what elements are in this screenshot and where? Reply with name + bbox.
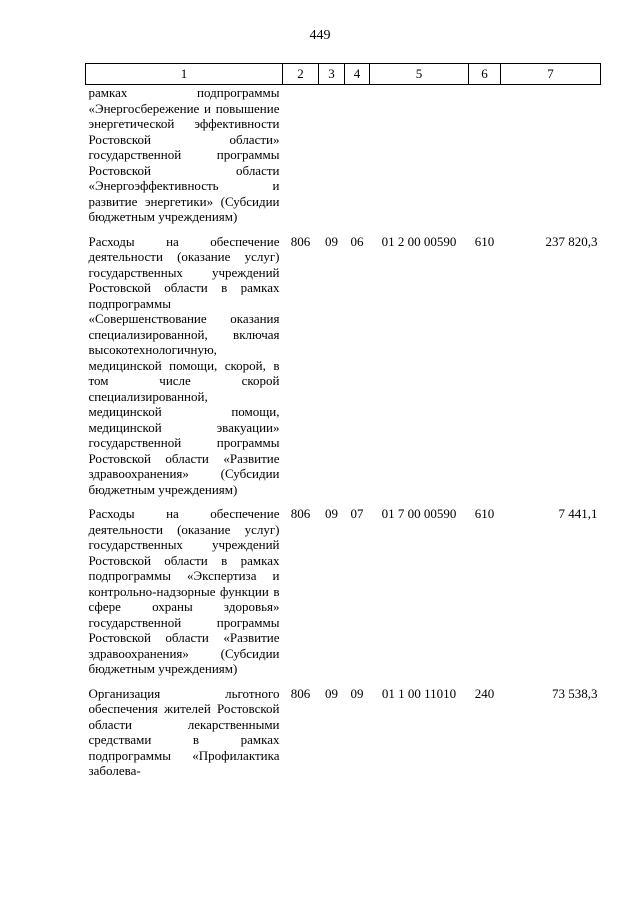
row-amount: 73 538,3 [552,685,598,701]
row-ministry [283,85,319,231]
row-amount: 237 820,3 [545,233,598,249]
header-col-2: 2 [283,64,319,85]
header-col-5: 5 [370,64,469,85]
header-col-4: 4 [345,64,370,85]
table-body [86,85,601,785]
row-expense-type [469,85,501,231]
row-section: 09 [325,233,338,249]
row-section: 09 [325,685,338,701]
table-row [86,503,601,683]
row-amount [501,85,601,231]
page-number: 449 [309,28,331,43]
row-ministry: 806 [290,506,311,521]
table-row [86,85,601,231]
header-col-7: 7 [501,64,601,85]
row-section [319,85,345,231]
table-header [86,64,601,85]
row-subsection [345,85,370,231]
row-subsection: 06 [350,233,364,249]
row-expense-type: 610 [474,233,495,249]
row-ministry: 806 [290,233,311,249]
row-description: рамках подпрограммы «Энергосбережение и повышение энергетической эффективности Ростовской области» государственной программы Ростовской области «Энергоэффективность и развитие энергетики» (Субсидии бюджетным учреждениям) [88,85,280,224]
row-expense-type: 240 [474,685,495,701]
table-row [86,683,601,785]
header-col-1: 1 [86,64,283,85]
row-target-article [370,85,469,231]
row-description: Расходы на обеспечение деятельности (оказание услуг) государственных учреждений Ростовской области в рамках подпрограммы «Экспертиза и контрольно-надзорные функции в сфере охраны здоровья» государственной программы Ростовской области «Развитие здравоохранения» (Субсидии бюджетным учреждениям) [88,506,280,676]
header-col-3: 3 [319,64,345,85]
row-ministry: 806 [290,685,311,701]
header-row [86,64,601,85]
budget-table [85,63,601,785]
row-amount: 7 441,1 [558,506,598,521]
row-expense-type: 610 [474,506,495,521]
row-target-article: 01 1 00 11010 [381,685,457,701]
row-description: Расходы на обеспечение деятельности (оказание услуг) государственных учреждений Ростовской области в рамках подпрограммы «Совершенствование оказания специализированной, включая высокотехнологичную, медицинской помощи, скорой, в том числе скорой специализированной, медицинской помощи, медицинской эвакуации» государственной программы Ростовской области «Развитие здравоохранения» (Субсидии бюджетным учреждениям) [88,233,280,497]
row-target-article: 01 7 00 00590 [381,506,457,521]
row-subsection: 07 [350,506,364,521]
header-col-6: 6 [469,64,501,85]
row-target-article: 01 2 00 00590 [381,233,457,249]
row-description: Организация льготного обеспечения жителей Ростовской области лекарственными средствами в рамках подпрограммы «Профилактика заболева- [88,685,280,778]
row-subsection: 09 [350,685,364,701]
row-section: 09 [325,506,338,521]
table-row [86,231,601,504]
